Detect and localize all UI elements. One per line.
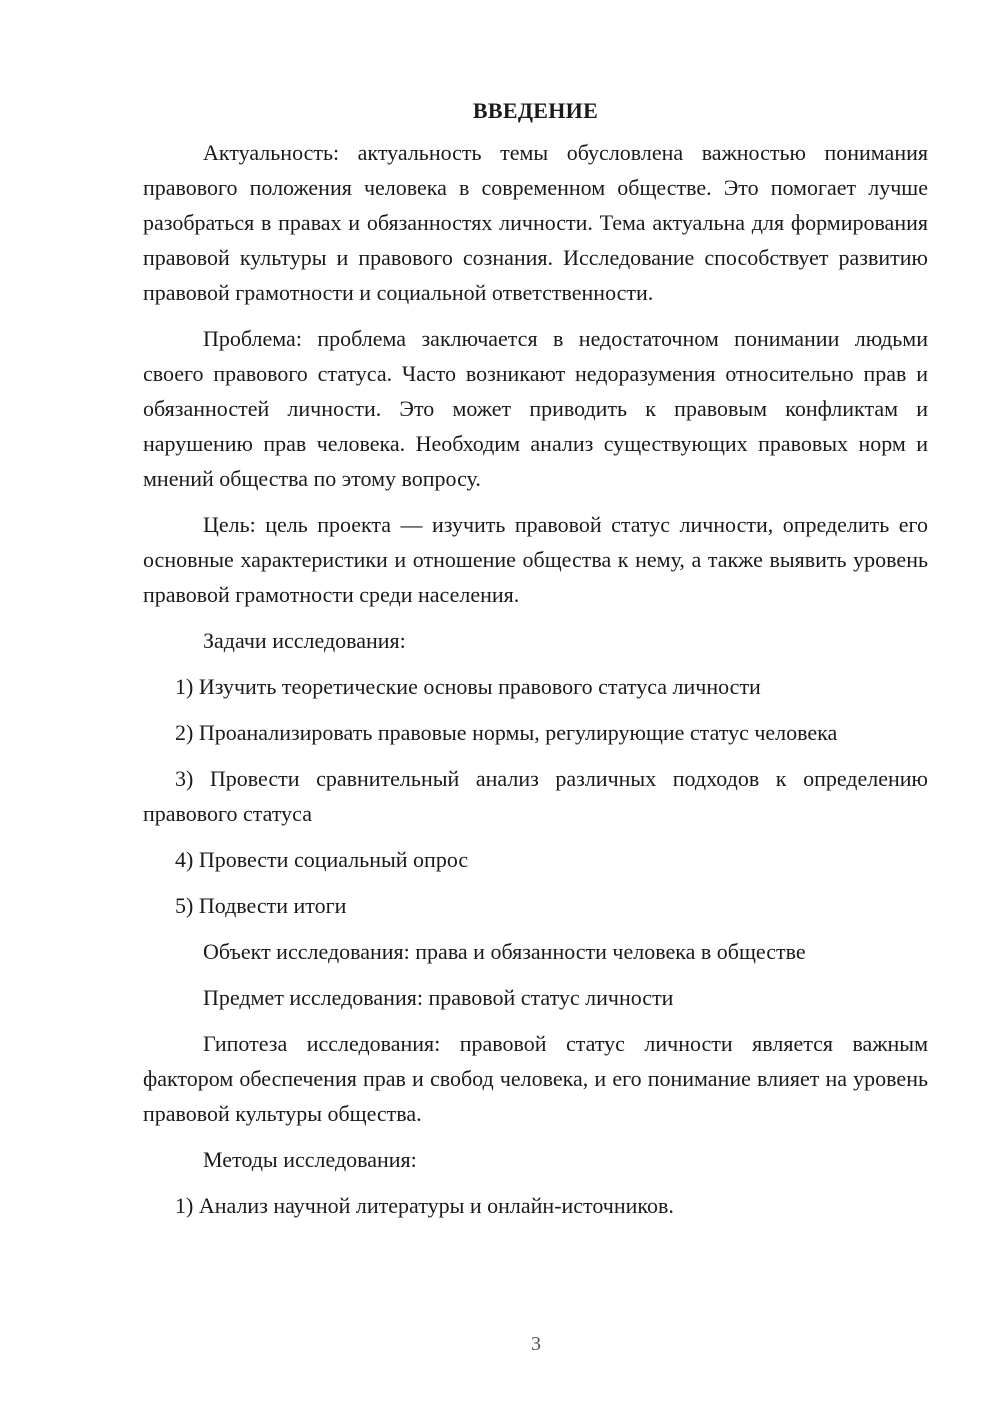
task-item-5: 5) Подвести итоги <box>175 893 347 918</box>
section-heading: ВВЕДЕНИЕ <box>472 98 599 123</box>
task-item-2: 2) Проанализировать правовые нормы, регулирующие статус человека <box>175 720 838 745</box>
research-subject: Предмет исследования: правовой статус личности <box>203 985 674 1010</box>
task-item-3: 3) Провести сравнительный анализ различных подходов к определению правового статуса <box>143 766 928 826</box>
methods-heading: Методы исследования: <box>203 1147 417 1172</box>
page-number: 3 <box>531 1333 541 1355</box>
task-item-4: 4) Провести социальный опрос <box>175 847 469 872</box>
task-item-1: 1) Изучить теоретические основы правового статуса личности <box>175 674 761 699</box>
method-item-1: 1) Анализ научной литературы и онлайн-источников. <box>175 1193 674 1218</box>
research-object: Объект исследования: права и обязанности человека в обществе <box>203 939 806 964</box>
tasks-heading: Задачи исследования: <box>203 628 406 653</box>
hypothesis-paragraph: Гипотеза исследования: правовой статус личности является важным фактором обеспечения прав и свобод человека, и его понимание влияет на уровень правовой культуры общества. <box>143 1031 928 1126</box>
goal-paragraph: Цель: цель проекта — изучить правовой статус личности, определить его основные характеристики и отношение общества к нему, а также выявить уровень правовой грамотности среди населения. <box>143 512 928 607</box>
problem-paragraph: Проблема: проблема заключается в недостаточном понимании людьми своего правового статуса. Часто возникают недоразумения относительно прав и обязанностей личности. Это может приводить к правовым конфликтам и нарушению прав человека. Необходим анализ существующих правовых норм и мнений общества по этому вопросу. <box>143 326 928 491</box>
relevance-paragraph: Актуальность: актуальность темы обусловлена важностью понимания правового положения человека в современном обществе. Это помогает лучше разобраться в правах и обязанностях личности. Тема актуальна для формирования правовой культуры и правового сознания. Исследование способствует развитию правовой грамотности и социальной ответственности. <box>143 140 928 305</box>
document-page <box>143 93 928 1234</box>
